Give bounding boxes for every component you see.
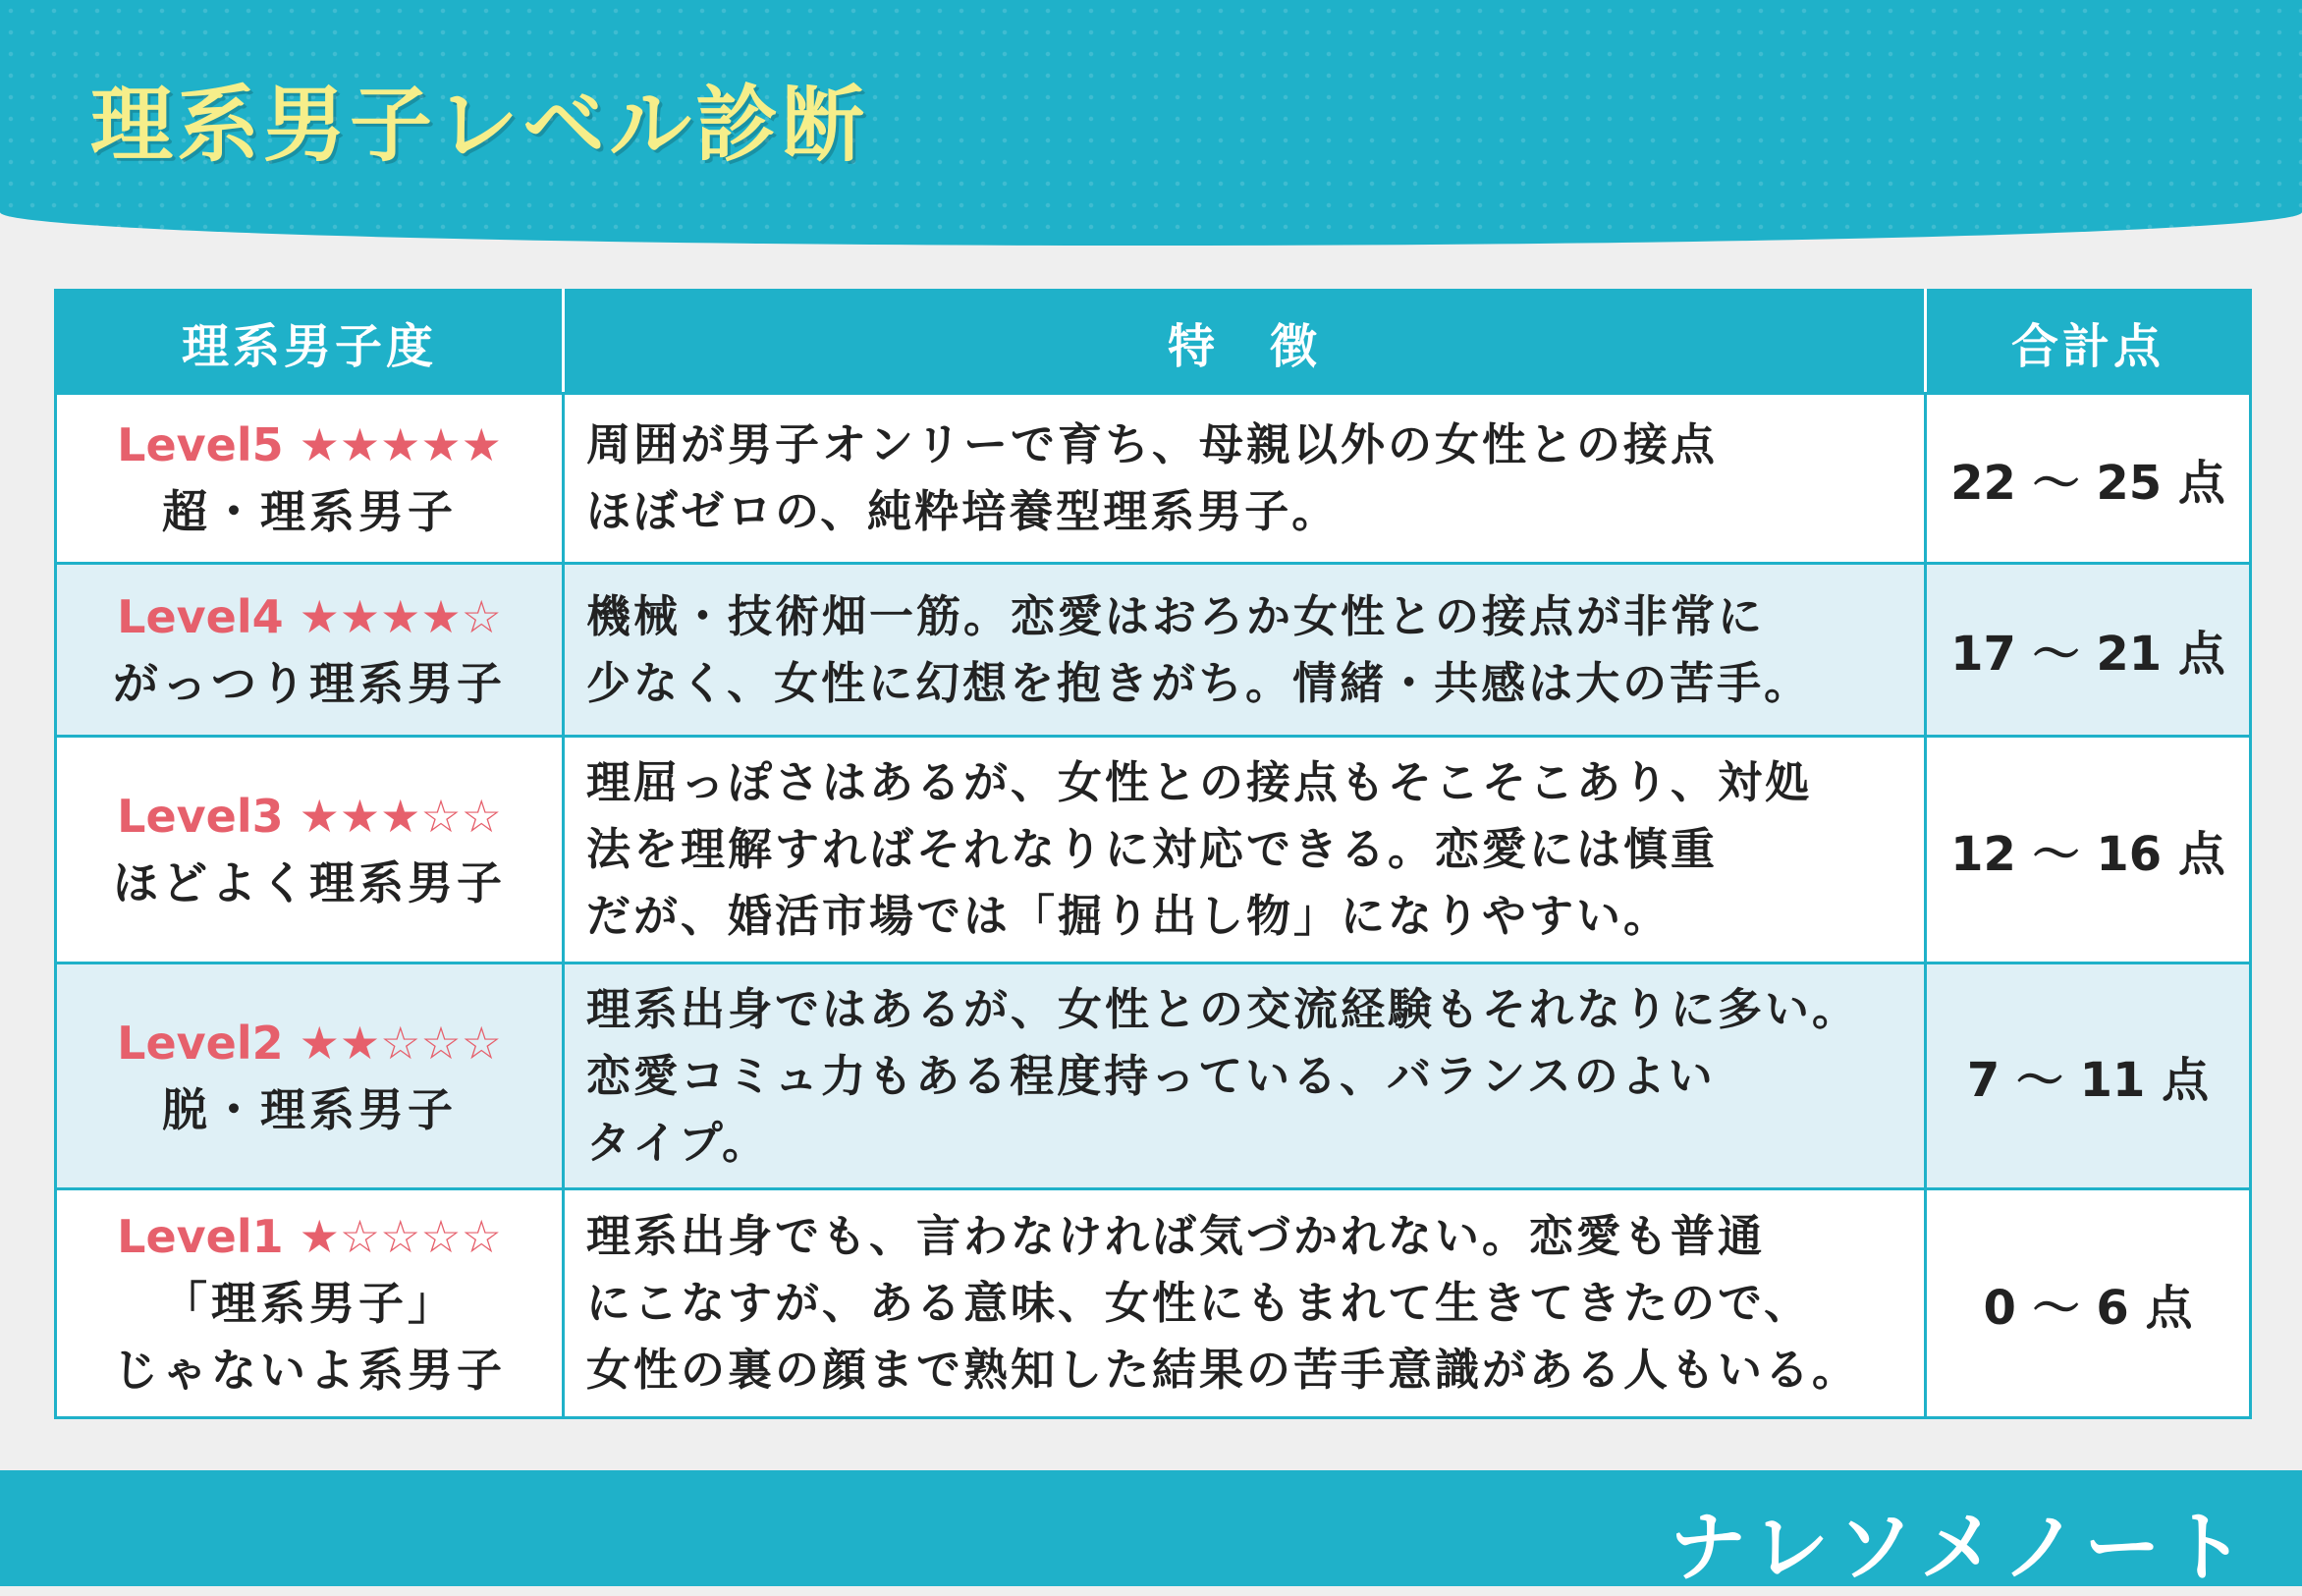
level-name: がっつり理系男子 — [113, 656, 506, 710]
description-line: 恋愛コミュ力もある程度持っている、バランスのよい — [586, 1049, 1716, 1102]
header-features: 特 徴 — [564, 291, 1926, 394]
level-text: Level4 — [117, 589, 284, 643]
level-text: Level2 — [117, 1016, 284, 1070]
description-line: 少なく、女性に幻想を抱きがち。情緒・共感は大の苦手。 — [586, 656, 1812, 709]
footer-bar — [0, 1470, 2302, 1592]
description-line: 法を理解すればそれなりに対応できる。恋愛には慎重 — [586, 823, 1719, 875]
brand-logo: ナレソメノート — [1669, 1504, 2253, 1592]
score-cell: 17 〜 21 点 — [1926, 564, 2251, 737]
level-label — [117, 1017, 502, 1070]
level-label — [117, 418, 502, 471]
level-text: Level1 — [117, 1210, 284, 1263]
description-cell — [564, 564, 1926, 737]
description-line: ほぼゼロの、純粋培養型理系男子。 — [586, 485, 1340, 537]
description-line: 女性の裏の顔まで熟知した結果の苦手意識がある人もいる。 — [586, 1344, 1860, 1396]
table-row-level5 — [56, 394, 2251, 564]
description-line: 周囲が男子オンリーで育ち、母親以外の女性との接点 — [586, 418, 1719, 470]
description-line: 機械・技術畑一筋。恋愛はおろか女性との接点が非常に — [586, 589, 1766, 642]
header-score: 合計点 — [1926, 291, 2251, 394]
description-line: にこなすが、ある意味、女性にもまれて生きてきたので、 — [586, 1277, 1812, 1329]
level-cell — [56, 564, 564, 737]
page-title: 理系男子レベル診断 — [90, 77, 869, 173]
table-row-level1 — [56, 1189, 2251, 1418]
header-banner — [0, 0, 2302, 246]
description-line: タイプ。 — [586, 1116, 770, 1169]
star-rating: ★★☆☆☆ — [299, 1016, 502, 1070]
level-name: 「理系男子」 — [162, 1277, 457, 1330]
description-cell — [564, 394, 1926, 564]
level-cell — [56, 394, 564, 564]
header-level: 理系男子度 — [56, 291, 564, 394]
level-label — [117, 790, 502, 843]
description-line: 理屈っぽさはあるが、女性との接点もそこそこあり、対処 — [586, 756, 1813, 808]
star-rating: ★★★★★ — [299, 418, 502, 471]
star-rating: ★★★★☆ — [299, 589, 502, 643]
table-header-row — [56, 291, 2251, 394]
score-cell: 7 〜 11 点 — [1926, 963, 2251, 1189]
description-cell — [564, 1189, 1926, 1418]
description-line: 理系出身でも、言わなければ気づかれない。恋愛も普通 — [586, 1210, 1766, 1262]
description-cell — [564, 963, 1926, 1189]
level-text: Level3 — [117, 790, 284, 843]
level-label — [117, 590, 502, 643]
level-name: じゃないよ系男子 — [113, 1344, 506, 1397]
score-cell: 12 〜 16 点 — [1926, 737, 2251, 963]
table-row-level2 — [56, 963, 2251, 1189]
level-name: ほどよく理系男子 — [113, 856, 506, 909]
description-cell — [564, 737, 1926, 963]
level-cell — [56, 963, 564, 1189]
level-name: 脱・理系男子 — [162, 1082, 457, 1136]
description-line: だが、婚活市場では「掘り出し物」になりやすい。 — [586, 890, 1672, 942]
score-cell: 22 〜 25 点 — [1926, 394, 2251, 564]
table-row-level4 — [56, 564, 2251, 737]
score-cell: 0 〜 6 点 — [1926, 1189, 2251, 1418]
star-rating: ★★★☆☆ — [299, 790, 502, 843]
level-label — [117, 1210, 502, 1263]
star-rating: ★☆☆☆☆ — [299, 1210, 502, 1263]
level-name: 超・理系男子 — [162, 485, 457, 538]
level-cell — [56, 1189, 564, 1418]
description-line: 理系出身ではあるが、女性との交流経験もそれなりに多い。 — [586, 982, 1860, 1035]
level-text: Level5 — [117, 418, 284, 471]
diagnosis-table — [54, 289, 2252, 1419]
level-cell — [56, 737, 564, 963]
table-row-level3 — [56, 737, 2251, 963]
